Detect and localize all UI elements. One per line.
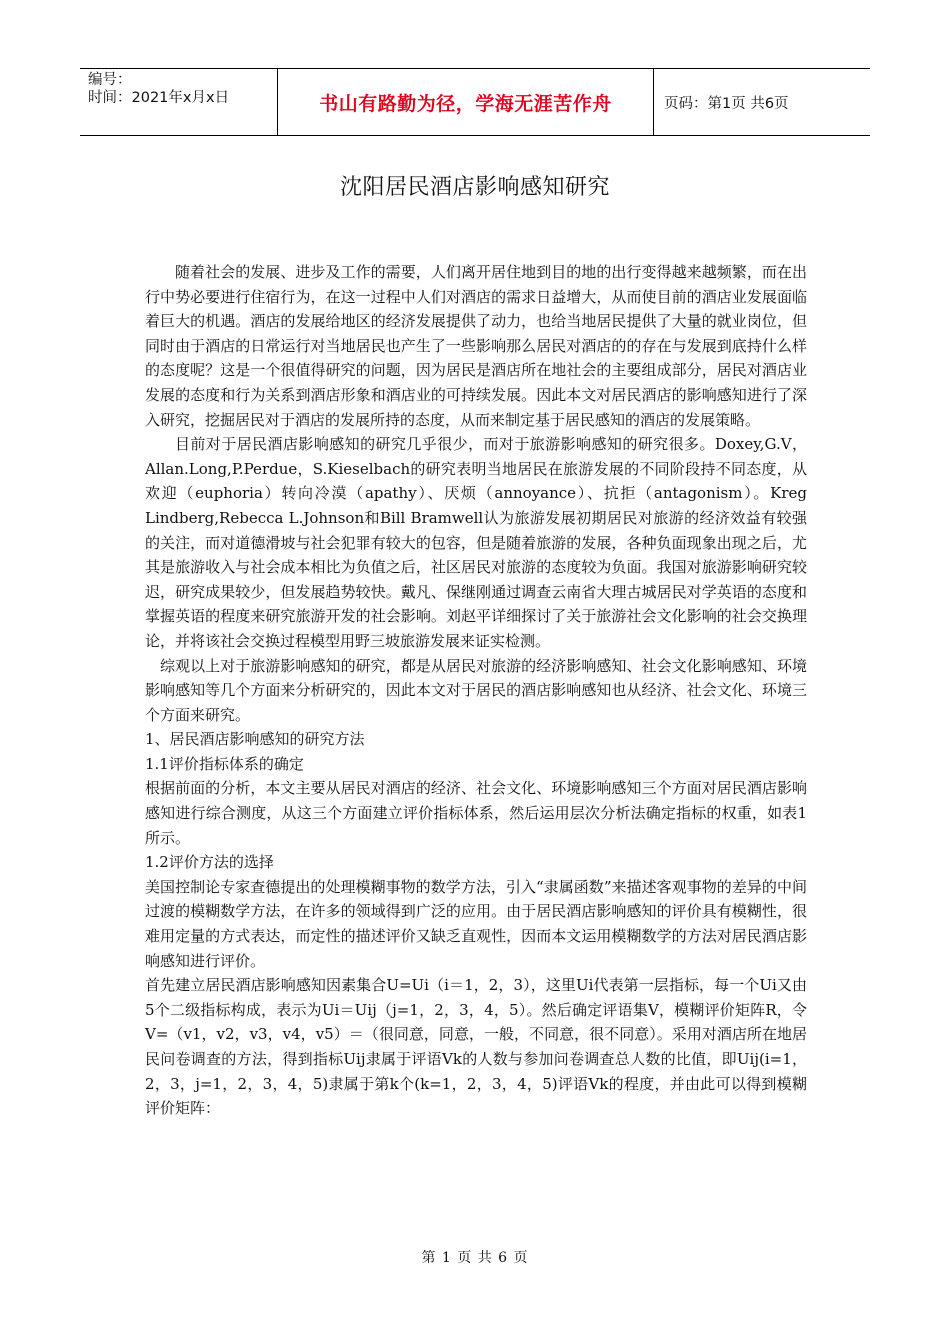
page-footer: 第 1 页 共 6 页 xyxy=(421,1250,529,1266)
header-motto: 书山有路勤为径，学海无涯苦作舟 xyxy=(278,69,654,135)
section-heading-1: 1、居民酒店影响感知的研究方法 xyxy=(145,730,365,749)
section-heading-1-1: 1.1评价指标体系的确定 xyxy=(145,754,304,773)
paragraph-fuzzy-method: 美国控制论专家查德提出的处理模糊事物的数学方法，引入“隶属函数”来描述客观事物的差异的中间过渡的模糊数学方法，在许多的领域得到广泛的应用。由于居民酒店影响感知的评价具有模糊性，很难用定量的方式表达，而定性的描述评价又缺乏直观性，因而本文运用模糊数学的方法对居民酒店影响感知进行评价。 xyxy=(145,877,807,970)
section-heading-1-2: 1.2评价方法的选择 xyxy=(145,853,274,872)
header-table xyxy=(80,68,870,136)
header-meta-cell xyxy=(80,69,278,135)
date-label: 时间：2021年x月x日 xyxy=(88,90,230,106)
paragraph-evaluation-matrix: 首先建立居民酒店影响感知因素集合U=Ui（i＝1，2，3），这里Ui代表第一层指标，每一个Ui又由5个二级指标构成，表示为Ui＝Uij（j=1，2，3，4，5）。然后确定评语集V，模糊评价矩阵R，令V=（v1，v2，v3，v4，v5）＝（很同意，同意，一般，不同意，很不同意）。采用对酒店所在地居民问卷调查的方法，得到指标Uij隶属于评语Vk的人数与参加问卷调查总人数的比值，即Uij(i=1，2，3，j=1，2，3，4，5)隶属于第k个(k=1，2，3，4，5)评语Vk的程度，并由此可以得到模糊评价矩阵： xyxy=(145,976,807,1118)
header-page-info: 页码：第1页 共6页 xyxy=(664,95,789,112)
paragraph-literature: 目前对于居民酒店影响感知的研究几乎很少，而对于旅游影响感知的研究很多。Doxey,G.V，Allan.Long,P.Perdue，S.Kieselbach的研究表明当地居民在旅游发展的不同阶段持不同态度，从欢迎（euphoria）转向冷漠（apathy）、厌烦（annoyance）、抗拒（antagonism）。Kreg Lindberg,Rebecca L.Johnson和Bill Bramwell认为旅游发展初期居民对旅游的经济效益有较强的关注，而对道德滑坡与社会犯罪有较大的包容，但是随着旅游的发展，各种负面现象出现之后，尤其是旅游收入与社会成本相比为负值之后，社区居民对旅游的态度较为负面。我国对旅游影响研究较迟，研究成果较少，但发展趋势较快。戴凡、保继刚通过调查云南省大理古城居民对学英语的态度和掌握英语的程度来研究旅游开发的社会影响。刘赵平详细探讨了关于旅游社会文化影响的社会交换理论，并将该社会交换过程模型用野三坡旅游发展来证实检测。 xyxy=(145,435,807,650)
paragraph-summary: 综观以上对于旅游影响感知的研究，都是从居民对旅游的经济影响感知、社会文化影响感知、环境影响感知等几个方面来分析研究的，因此本文对于居民的酒店影响感知也从经济、社会文化、环境三个方面来研究。 xyxy=(145,656,807,724)
paragraph-indicator-system: 根据前面的分析，本文主要从居民对酒店的经济、社会文化、环境影响感知三个方面对居民酒店影响感知进行综合测度，从这三个方面建立评价指标体系，然后运用层次分析法确定指标的权重，如表1所示。 xyxy=(145,779,807,847)
document-body xyxy=(145,260,807,1121)
paragraph-intro: 随着社会的发展、进步及工作的需要，人们离开居住地到目的地的出行变得越来越频繁，而在出行中势必要进行住宿行为，在这一过程中人们对酒店的需求日益增大，从而使目前的酒店业发展面临着巨大的机遇。酒店的发展给地区的经济发展提供了动力，也给当地居民提供了大量的就业岗位，但同时由于酒店的日常运行对当地居民也产生了一些影响那么居民对酒店的的存在与发展到底持什么样的态度呢？这是一个很值得研究的问题，因为居民是酒店所在地社会的主要组成部分，居民对酒店业发展的态度和行为关系到酒店形象和酒店业的可持续发展。因此本文对居民酒店的影响感知进行了深入研究，挖掘居民对于酒店的发展所持的态度，从而来制定基于居民感知的酒店的发展策略。 xyxy=(145,263,807,429)
document-title: 沈阳居民酒店影响感知研究 xyxy=(339,175,610,200)
serial-number-label: 编号： xyxy=(88,72,132,88)
